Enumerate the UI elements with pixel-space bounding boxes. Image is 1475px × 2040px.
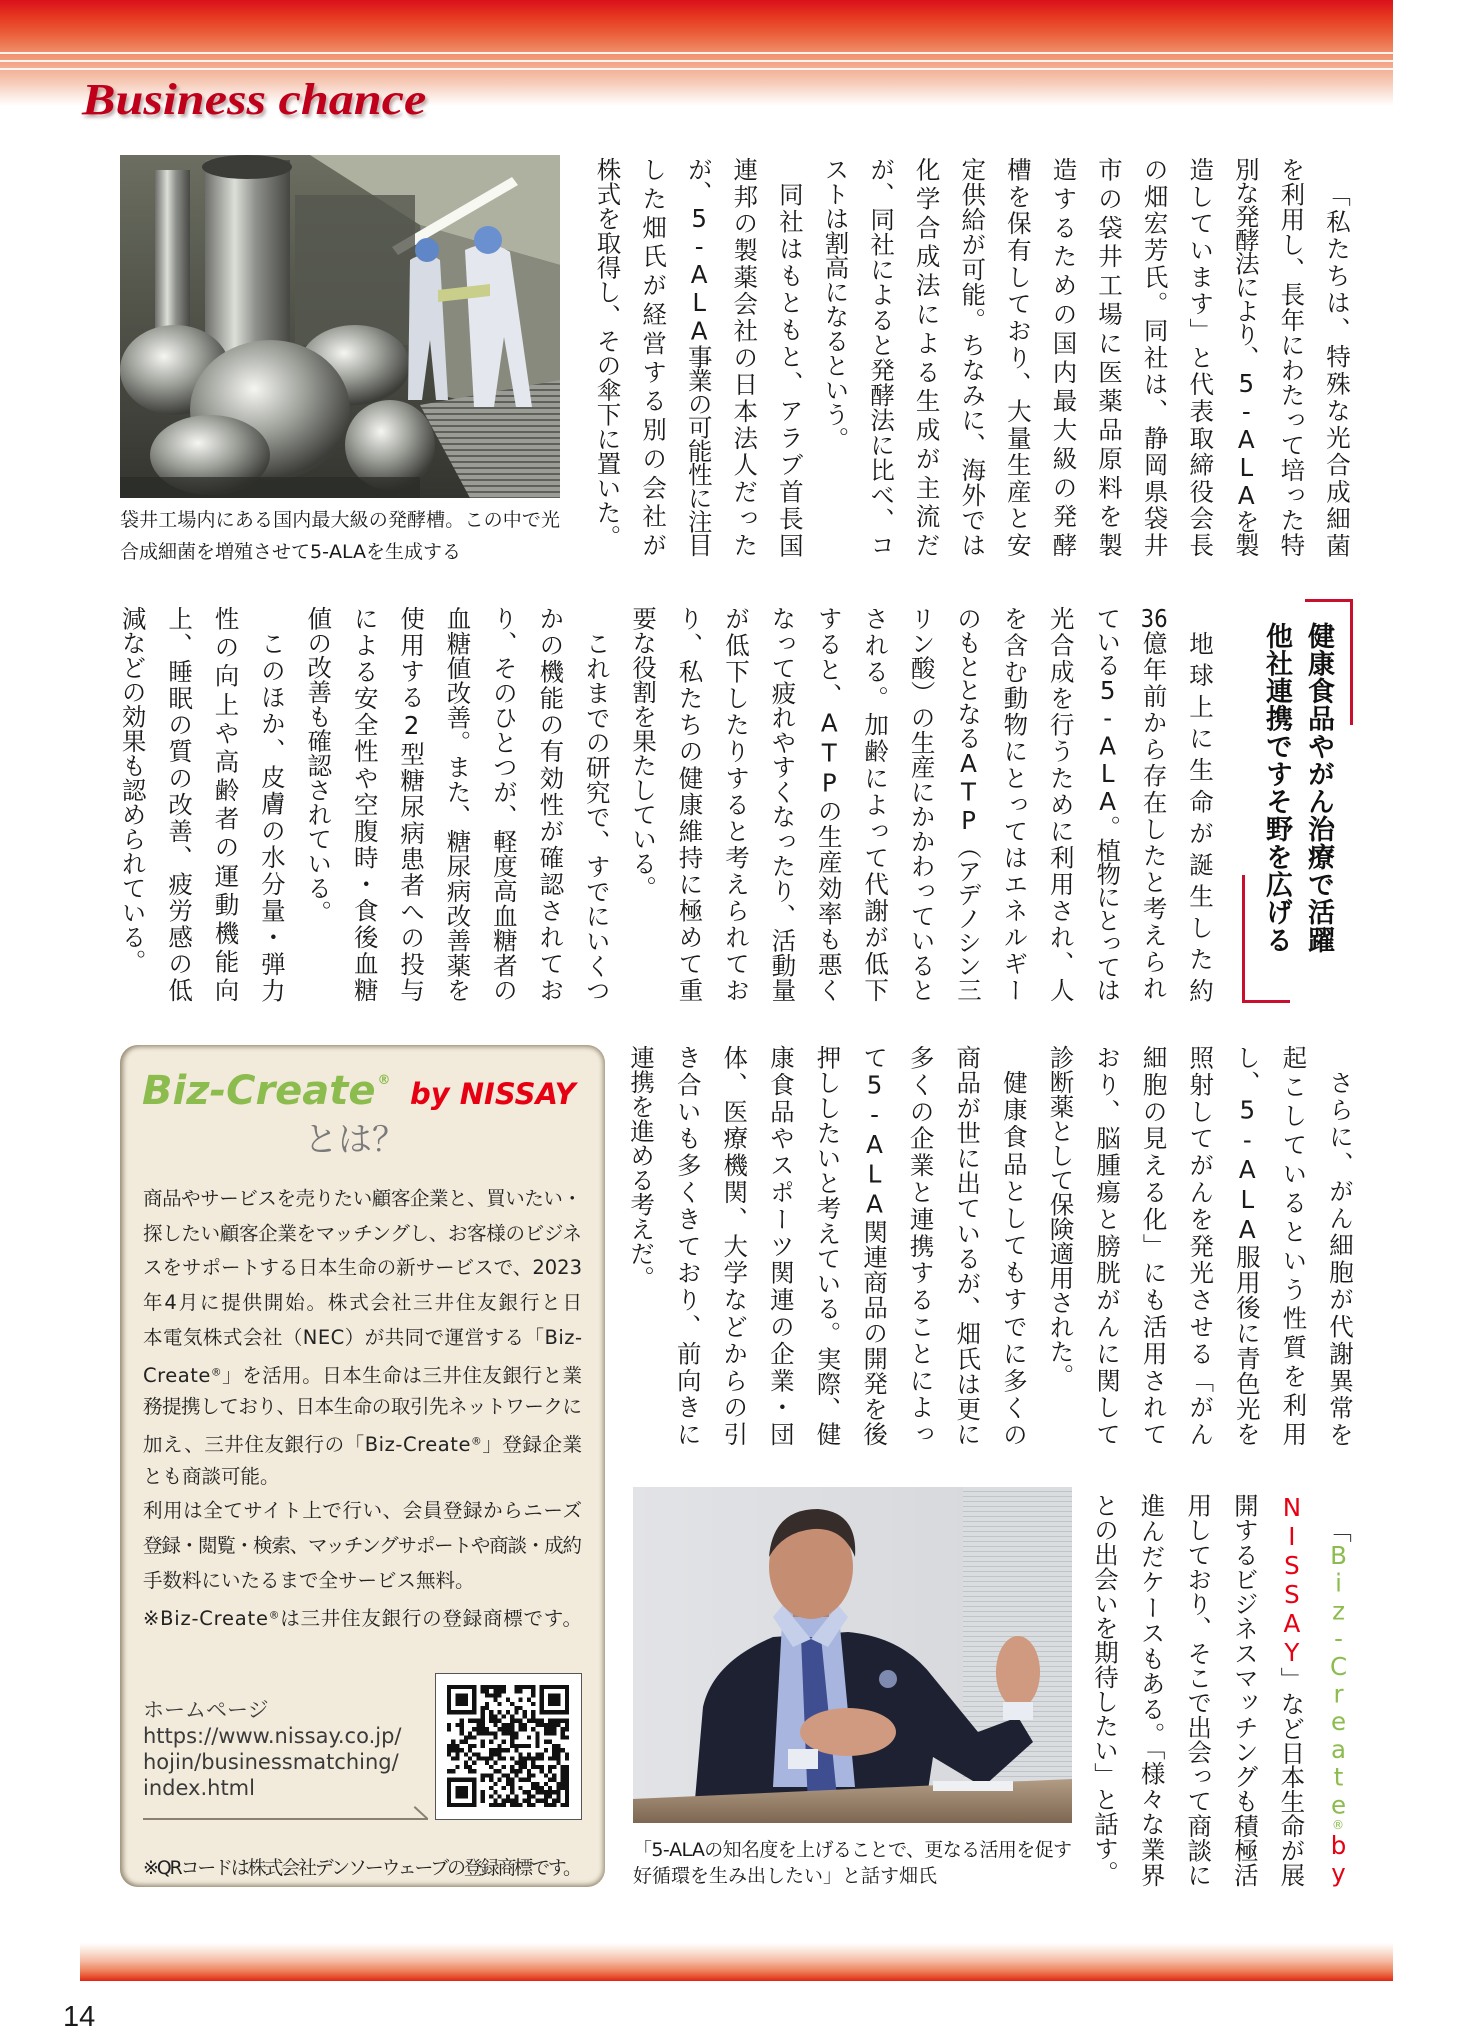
qr-note-line: ※QRコードは株式会社デンソーウェーブの登録商標です。: [143, 1857, 580, 1879]
info-box-line: Create®」を活用。日本生命は三井住友銀行と業: [143, 1363, 583, 1387]
text-column: 康食品やスポーツ関連の企業・団: [766, 1045, 796, 1449]
text-column: 地球上に生命が誕生した約: [1186, 630, 1215, 1010]
info-box-line: 務提携しており、日本生命の取引先ネットワークに: [143, 1395, 582, 1419]
subheading: [1255, 622, 1339, 953]
info-box-line: 利用は全てサイト上で行い、会員登録からニーズ: [143, 1499, 583, 1523]
homepage-divider: [143, 1818, 428, 1820]
text-column: を利用し、長年にわたって培った特: [1277, 157, 1307, 558]
text-column: すると、ATPの生産効率も悪く: [814, 606, 844, 1004]
text-column: り、私たちの健康維持に極めて重: [675, 606, 705, 1005]
text-column: の畑宏芳氏。同社は、静岡県袋井: [1140, 157, 1170, 560]
fermentation-tank-photo: [120, 155, 560, 498]
portrait-photo: [633, 1487, 1072, 1823]
text-column: 診断薬として保険適用された。: [1046, 1045, 1076, 1388]
text-column: した畑氏が経営する別の会社が: [639, 157, 669, 562]
text-column: さらに、がん細胞が代謝異常を: [1326, 1069, 1355, 1449]
text-column: 体、医療機関、大学などからの引: [720, 1045, 750, 1449]
biz-create-info-box: [120, 1045, 605, 1887]
text-column: 造するための国内最大級の発酵: [1049, 157, 1079, 562]
article-health-text: [109, 606, 1223, 1010]
text-column: 細胞の見える化」にも活用されて: [1139, 1045, 1169, 1449]
footer-band: [80, 1943, 1393, 1981]
text-column: 造しています」と代表取締役会長: [1186, 157, 1216, 560]
text-column: 「Biz-Create®by: [1324, 1517, 1353, 1886]
text-column: 減などの効果も認められている。: [118, 606, 148, 974]
info-box-line: 商品やサービスを売りたい顧客企業と、買いたい・: [143, 1187, 582, 1210]
subheading-line: 他社連携ですそ野を広げる: [1261, 622, 1292, 954]
text-column: による安全性や空腹時・食後血糖: [350, 606, 380, 1005]
text-column: のもととなるATP（アデノシン三: [953, 606, 983, 1002]
text-column: が、5-ALA事業の可能性に注目: [684, 157, 714, 557]
info-box-line: 探したい顧客企業をマッチングし、お客様のビジネ: [143, 1221, 582, 1245]
fermentation-tank-image: [120, 155, 560, 498]
info-box-line: 手数料にいたるまで全サービス無料。: [143, 1568, 475, 1592]
text-column: との出会いを期待したい」と話す。: [1091, 1493, 1121, 1885]
text-column: が、同社によると発酵法に比べ、コ: [867, 157, 897, 558]
text-column: 別な発酵法により、5-ALAを製: [1231, 157, 1261, 557]
homepage-info: [143, 1697, 433, 1801]
caption-line: 好循環を生み出したい」と話す畑氏: [633, 1865, 938, 1887]
text-column: 性の向上や高齢者の運動機能向: [211, 606, 241, 1007]
text-column: なって疲れやすくなったり、活動量: [768, 606, 798, 1003]
article-intro-text: [585, 157, 1360, 562]
text-column: 36億年前から存在したと考えられ: [1139, 606, 1169, 1002]
text-column: 商品が世に出ているが、畑氏は更に: [953, 1045, 983, 1447]
qr-code-frame: [435, 1673, 582, 1820]
text-column: 値の改善も確認されている。: [304, 606, 334, 925]
text-column: NISSAY」など日本生命が展: [1277, 1493, 1307, 1887]
text-column: おり、脳腫瘍と膀胱がんに関して: [1093, 1045, 1123, 1449]
text-column: 使用する2型糖尿病患者への投与: [397, 606, 427, 1004]
text-column: 光合成を行うために利用され、人: [1046, 606, 1076, 1005]
text-column: 定供給が可能。ちなみに、海外では: [958, 157, 988, 558]
biz-create-logo-text: Biz-Create: [142, 1068, 376, 1114]
text-column: かの機能の有効性が確認されてお: [536, 606, 566, 1005]
qr-trademark-note: [143, 1855, 582, 1881]
text-column: 連邦の製薬会社の日本法人だった: [730, 157, 760, 560]
article-bizcreate-text: [1081, 1493, 1361, 1887]
text-column: 健康食品としてもすでに多くの: [999, 1069, 1029, 1449]
by-nissay-logo: by NISSAY: [410, 1077, 576, 1111]
text-column: 起こしているという性質を利用: [1279, 1045, 1309, 1451]
subheading-bracket-top: [1305, 599, 1353, 602]
caption-line: 合成細菌を増殖させて5-ALAを生成する: [120, 541, 461, 563]
text-column: ストは割高になるという。: [821, 157, 851, 451]
biz-create-logo: [142, 1068, 391, 1114]
text-column: 押ししたいと考えている。実際、健: [813, 1045, 843, 1447]
text-column: 進んだケースもある。「様々な業界: [1137, 1493, 1167, 1888]
homepage-url-line: https://www.nissay.co.jp/: [143, 1724, 402, 1748]
subheading-bracket-bottom: [1242, 1000, 1290, 1003]
text-column: 用しており、そこで出会って商談に: [1184, 1493, 1214, 1888]
info-box-line: 年4月に提供開始。株式会社三井住友銀行と日: [143, 1291, 584, 1315]
portrait-caption: [633, 1837, 1072, 1889]
subheading-line: 健康食品やがん治療で活躍: [1303, 622, 1334, 954]
text-column: 要な役割を果たしている。: [629, 606, 659, 900]
text-column: これまでの研究で、すでにいくつ: [582, 630, 612, 1003]
info-box-line: スをサポートする日本生命の新サービスで、2023: [143, 1256, 583, 1280]
page-number: 14: [63, 2001, 96, 2033]
text-column: を含む動物にとってはエネルギー: [1000, 606, 1030, 1005]
fermentation-tank-caption: [120, 504, 560, 568]
subheading-bracket-top: [1350, 599, 1353, 725]
text-column: 「私たちは、特殊な光合成細菌: [1323, 181, 1352, 560]
text-column: 槽を保有しており、大量生産と安: [1003, 157, 1033, 560]
header-band-line: [0, 52, 1393, 54]
text-column: 開するビジネスマッチングも積極活: [1230, 1493, 1260, 1888]
text-column: 照射してがんを発光させる「がん: [1186, 1045, 1216, 1449]
text-column: 血糖値改善。また、糖尿病改善薬を: [443, 606, 473, 1003]
info-box-line: とも商談可能。: [143, 1464, 280, 1488]
info-box-line: 登録・閲覧・検索、マッチングサポートや商談・成約: [143, 1533, 581, 1557]
text-column: て5-ALA関連商品の開発を後: [860, 1045, 890, 1447]
homepage-url-line: index.html: [143, 1776, 255, 1800]
text-column: 同社はもともと、アラブ首長国: [775, 181, 805, 560]
text-column: り、そのひとつが、軽度高血糖者の: [489, 606, 519, 1003]
text-column: 上、睡眠の質の改善、疲労感の低: [165, 606, 195, 1005]
text-column: される。加齢によって代謝が低下: [861, 606, 891, 1005]
info-box-line: ※Biz-Create®は三井住友銀行の登録商標です。: [143, 1606, 583, 1630]
text-column: このほか、皮膚の水分量・弾力: [257, 630, 287, 1005]
text-column: 株式を取得し、その傘下に置いた。: [593, 157, 623, 549]
header-band-line: [0, 68, 1393, 70]
subheading-bracket-bottom: [1242, 875, 1245, 1003]
text-column: が低下したりすると考えられてお: [721, 606, 751, 1005]
article-partnership-text: [618, 1045, 1364, 1451]
header-band-line: [0, 60, 1393, 62]
homepage-label: ホームページ: [143, 1698, 269, 1722]
homepage-url-line: hojin/businessmatching/: [143, 1750, 399, 1774]
caption-line: 袋井工場内にある国内最大級の発酵槽。この中で光: [120, 509, 561, 531]
text-column: 市の袋井工場に医薬品原料を製: [1095, 157, 1125, 562]
info-box-line: 加え、三井住友銀行の「Biz-Create®」登録企業: [143, 1433, 583, 1457]
qr-code: [447, 1685, 569, 1807]
text-column: リン酸）の生産にかかわっていると: [907, 606, 937, 1003]
info-box-body: [143, 1182, 582, 1633]
section-title: Business chance: [82, 75, 427, 124]
portrait-image: [633, 1487, 1072, 1823]
info-box-subtitle: とは？: [304, 1120, 406, 1160]
text-column: し、5-ALA服用後に青色光を: [1232, 1045, 1262, 1447]
text-column: 多くの企業と連携することによっ: [906, 1045, 936, 1449]
text-column: 化学合成法による生成が主流だ: [912, 157, 942, 562]
text-column: き合いも多くきており、前向きに: [673, 1045, 703, 1449]
text-column: 連携を進める考えだ。: [627, 1045, 657, 1290]
caption-line: 「5-ALAの知名度を上げることで、更なる活用を促す: [633, 1839, 1072, 1861]
info-box-line: 本電気株式会社（NEC）が共同で運営する「Biz-: [143, 1325, 583, 1349]
registered-mark: ®: [377, 1073, 391, 1088]
text-column: ている5-ALA。植物にとっては: [1093, 606, 1123, 1001]
